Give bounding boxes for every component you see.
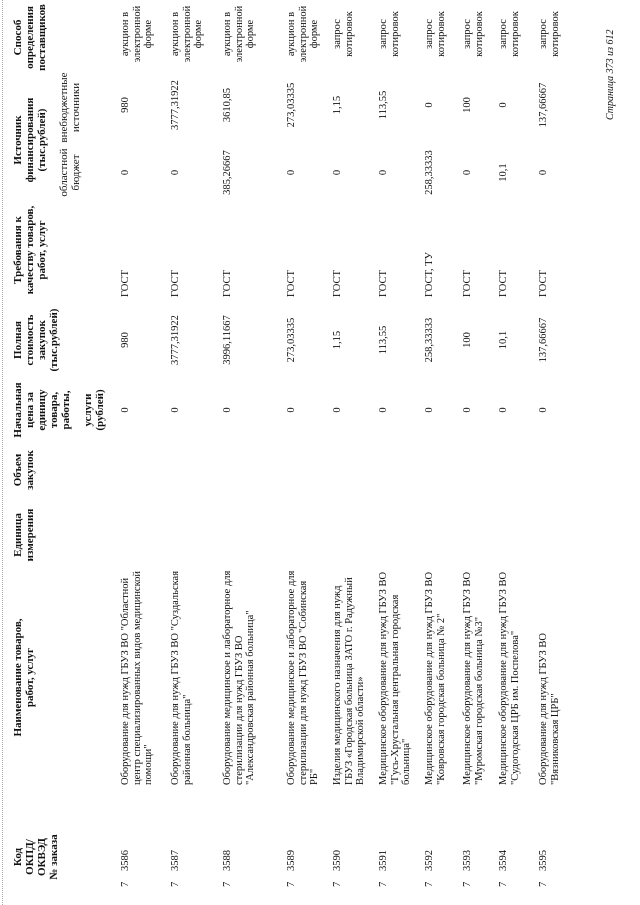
row-source-extra: 3777,31922 [170, 80, 181, 130]
row-order-number: 3591 [378, 850, 389, 871]
row-source-regional: 0 [378, 169, 389, 176]
row-method: аукцион в электронной форме [170, 5, 204, 63]
row-price: 0 [286, 407, 297, 413]
row-name: Медицинское оборудование для нужд ГБУЗ ВО "Судогодская ЦРБ им. Поспелова" [498, 571, 521, 785]
row-requirements: ГОСТ [498, 270, 509, 297]
row-name: Медицинское оборудование для нужд ГБУЗ ВО "Гусь-Хрустальная центральная городская больница" [378, 571, 412, 785]
row-method: запрос котировок [424, 11, 447, 57]
row-code: 7 [286, 881, 297, 887]
row-source-regional: 0 [170, 169, 181, 176]
page-footer: Страница 373 из 612 [605, 29, 616, 120]
row-requirements: ГОСТ [462, 270, 473, 297]
row-code: 7 [222, 881, 233, 887]
row-total: 980 [120, 332, 131, 348]
row-requirements: ГОСТ [378, 270, 389, 297]
row-method: запрос котировок [462, 11, 485, 57]
row-price: 0 [222, 407, 233, 413]
header-source-extra: внебюджетные источники [58, 72, 82, 143]
row-total: 3777,31922 [170, 315, 181, 365]
row-order-number: 3592 [424, 850, 435, 871]
row-price: 0 [332, 407, 343, 413]
row-name: Оборудование медицинское и лабораторное для стерилизации для нужд ГБУЗ ВО "Собинская РБ" [286, 570, 320, 785]
row-code: 7 [424, 881, 435, 887]
row-code: 7 [170, 881, 181, 887]
header-requirements: Требования к качеству товаров, работ, услуг [12, 205, 48, 295]
header-volume: Объем закупок [12, 450, 36, 490]
header-source: Источник финансирования (тыс.рублей) [12, 97, 48, 183]
row-method: запрос котировок [332, 11, 355, 57]
row-requirements: ГОСТ [222, 270, 233, 297]
row-name: Оборудование медицинское и лабораторное для стерилизации для нужд ГБУЗ ВО "Александровская районная больница" [222, 570, 256, 785]
row-code: 7 [498, 881, 509, 887]
row-order-number: 3593 [462, 850, 473, 871]
row-total: 258,33333 [424, 317, 435, 363]
row-method: запрос котировок [498, 11, 521, 57]
header-price: Начальная цена за единицу товара, работы, [12, 382, 72, 438]
row-price: 0 [424, 407, 435, 413]
header-name: Наименование товаров, работ, услуг [12, 618, 36, 737]
row-requirements: ГОСТ [120, 270, 131, 297]
row-requirements: ГОСТ, ТУ [424, 252, 435, 297]
header-price-sub: услуги (рублей) [82, 389, 106, 431]
row-price: 0 [170, 407, 181, 413]
row-order-number: 3588 [222, 850, 233, 871]
row-total: 273,03335 [286, 317, 297, 363]
row-name: Оборудование для нужд ГБУЗ ВО "Вязниковская ЦРБ" [538, 633, 561, 785]
row-total: 137,66667 [538, 317, 549, 363]
row-order-number: 3586 [120, 850, 131, 871]
row-name: Оборудование для нужд ГБУЗ ВО "Областной центр специализированных видов медицинской помощи" [120, 570, 154, 785]
row-source-regional: 0 [120, 169, 131, 176]
row-source-extra: 0 [424, 102, 435, 108]
row-method: запрос котировок [378, 11, 401, 57]
row-requirements: ГОСТ [332, 270, 343, 297]
row-name: Медицинское оборудование для нужд ГБУЗ ВО "Ковровская городская больница № 2" [424, 571, 447, 785]
row-order-number: 3594 [498, 850, 509, 871]
header-method: Способ определения поставщиков [12, 4, 48, 71]
row-source-extra: 1,15 [332, 95, 343, 115]
scan-artifact-line [2, 0, 3, 905]
row-requirements: ГОСТ [286, 270, 297, 297]
row-code: 7 [120, 881, 131, 887]
row-total: 3996,11667 [222, 315, 233, 365]
row-source-extra: 3610,85 [222, 87, 233, 123]
header-code: Код ОКПД/ ОКВЭД № заказа [12, 834, 60, 880]
row-source-extra: 273,03335 [286, 82, 297, 128]
row-total: 1,15 [332, 330, 343, 350]
row-source-regional: 0 [538, 169, 549, 176]
header-unit: Единица измерения [12, 508, 36, 562]
row-source-regional: 258,33333 [424, 150, 435, 195]
row-source-extra: 100 [462, 97, 473, 113]
row-method: аукцион в электронной форме [120, 5, 154, 63]
row-source-extra: 980 [120, 97, 131, 113]
row-name: Оборудование для нужд ГБУЗ ВО "Суздальская районная больница" [170, 570, 193, 785]
row-name: Медицинское оборудование для нужд ГБУЗ ВО "Муромская городская больница №3" [462, 571, 485, 785]
row-source-regional: 0 [332, 169, 343, 176]
row-requirements: ГОСТ [170, 270, 181, 297]
row-order-number: 3589 [286, 850, 297, 871]
row-total: 10,1 [498, 330, 509, 350]
row-code: 7 [538, 881, 549, 887]
row-code: 7 [378, 881, 389, 887]
row-name: Изделия медицинского назначения для нужд ГБУЗ «Городская больница ЗАТО г. Радужный Владимирской области» [332, 577, 366, 785]
row-source-extra: 137,66667 [538, 82, 549, 128]
row-source-extra: 0 [498, 102, 509, 108]
row-method: запрос котировок [538, 11, 561, 57]
row-order-number: 3595 [538, 850, 549, 871]
row-source-extra: 113,55 [378, 90, 389, 120]
row-code: 7 [462, 881, 473, 887]
row-requirements: ГОСТ [538, 270, 549, 297]
row-code: 7 [332, 881, 343, 887]
row-price: 0 [120, 407, 131, 413]
row-source-regional: 385,26667 [222, 150, 233, 195]
row-total: 100 [462, 332, 473, 348]
row-price: 0 [498, 407, 509, 413]
row-total: 113,55 [378, 325, 389, 355]
row-method: аукцион в электронной форме [286, 5, 320, 63]
row-method: аукцион в электронной форме [222, 5, 256, 63]
row-source-regional: 10,1 [498, 163, 509, 182]
header-total: Полная стоимость закупок (тыс.рублей) [12, 308, 60, 372]
header-source-regional: областной бюджет [58, 148, 82, 197]
row-source-regional: 0 [286, 169, 297, 176]
row-price: 0 [462, 407, 473, 413]
row-order-number: 3590 [332, 850, 343, 871]
row-price: 0 [378, 407, 389, 413]
row-price: 0 [538, 407, 549, 413]
row-source-regional: 0 [462, 169, 473, 176]
row-order-number: 3587 [170, 850, 181, 871]
